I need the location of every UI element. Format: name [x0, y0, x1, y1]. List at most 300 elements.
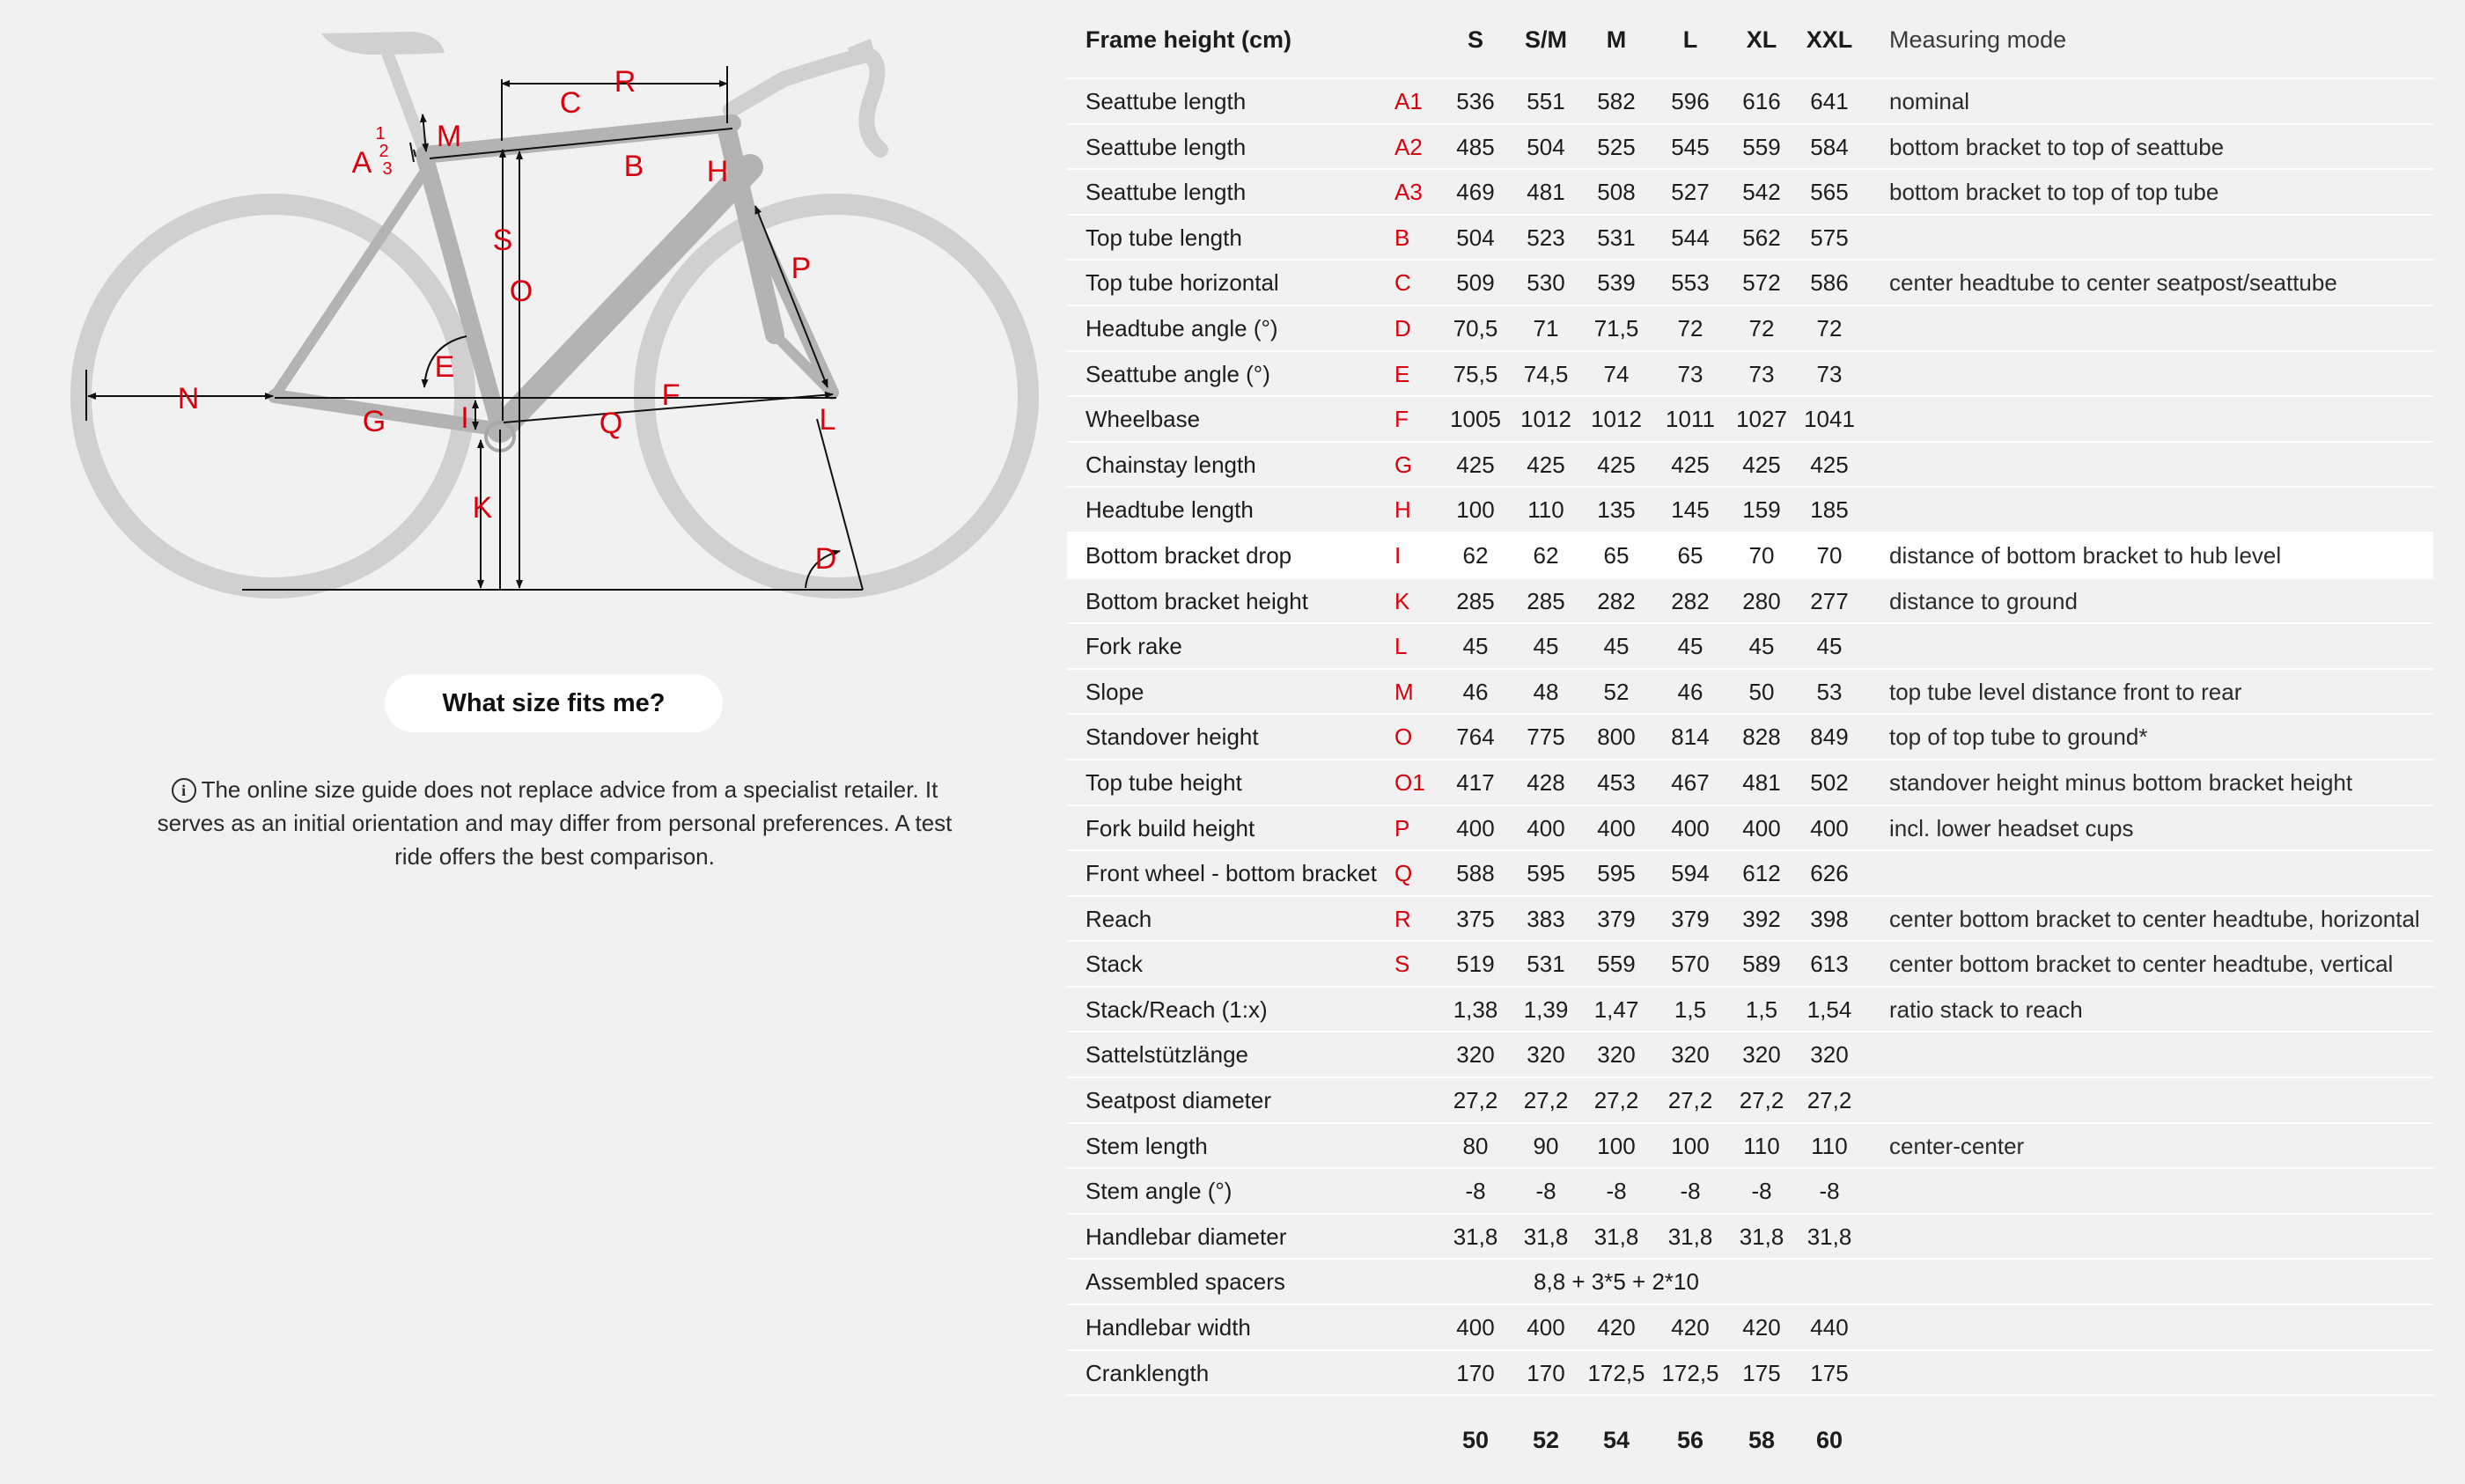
dimension-code: D: [1394, 314, 1411, 342]
dimension-code: G: [1394, 451, 1413, 478]
row-label: Seattube length: [1085, 133, 1247, 160]
table-row: [1067, 670, 2433, 716]
value-cell: 544: [1671, 224, 1710, 251]
value-cell: 595: [1527, 860, 1565, 887]
table-row: [1067, 1124, 2433, 1170]
value-cell: 31,8: [1739, 1223, 1784, 1250]
value-cell: 612: [1742, 860, 1781, 887]
value-cell: 428: [1527, 768, 1565, 796]
value-cell: 551: [1527, 88, 1565, 114]
value-cell: 575: [1810, 224, 1849, 251]
table-row: [1067, 1351, 2433, 1397]
value-cell: 72: [1677, 314, 1703, 342]
value-cell: 48: [1533, 678, 1559, 705]
label-a-sub2: 2: [379, 142, 389, 161]
label-l: L: [819, 403, 836, 437]
row-label: Stem length: [1085, 1132, 1208, 1159]
table-row: [1067, 261, 2433, 306]
value-cell: 800: [1597, 724, 1636, 751]
value-cell: 73: [1816, 360, 1843, 387]
value-cell: 400: [1527, 814, 1565, 841]
size-header: XL: [1746, 26, 1777, 53]
value-cell: 420: [1671, 1314, 1710, 1341]
dimension-code: A2: [1394, 133, 1423, 160]
value-cell: 27,2: [1593, 1087, 1639, 1114]
value-cell: 27,2: [1667, 1087, 1713, 1114]
table-row: [1067, 579, 2433, 625]
value-cell: 849: [1810, 724, 1849, 751]
value-cell: 110: [1811, 1132, 1848, 1159]
value-cell: 572: [1742, 269, 1781, 297]
value-cell: 1005: [1450, 406, 1501, 433]
value-cell: 31,8: [1806, 1223, 1852, 1250]
value-cell: 594: [1671, 860, 1710, 887]
value-cell: 320: [1527, 1041, 1565, 1069]
value-cell: 400: [1597, 814, 1636, 841]
table-row: [1067, 488, 2433, 533]
value-cell: 31,8: [1593, 1223, 1639, 1250]
row-label: Top tube length: [1085, 224, 1242, 251]
value-cell: 62: [1462, 541, 1489, 569]
value-cell: 45: [1816, 633, 1843, 660]
value-cell: 525: [1597, 133, 1636, 160]
value-cell: -8: [1751, 1178, 1772, 1205]
row-label: Top tube height: [1085, 768, 1242, 796]
value-cell: -8: [1819, 1178, 1840, 1205]
table-row: [1067, 1078, 2433, 1124]
table-row: [1067, 897, 2433, 943]
value-cell: 589: [1742, 951, 1781, 978]
value-cell: 379: [1671, 905, 1710, 932]
value-cell: 392: [1742, 905, 1781, 932]
disclaimer-text: The online size guide does not replace advice from a specialist retailer. It serves as an initial orientation and may differ from personal preferences. A test ride offers the best comparison.: [157, 776, 953, 870]
value-cell: 71: [1533, 314, 1559, 342]
label-m: M: [436, 120, 462, 153]
size-header: M: [1606, 26, 1627, 53]
label-d: D: [814, 542, 837, 576]
table-row: [1067, 125, 2433, 171]
table-row: [1067, 1169, 2433, 1215]
value-cell: 417: [1456, 768, 1495, 796]
value-cell: 400: [1527, 1314, 1565, 1341]
value-cell: 400: [1456, 814, 1495, 841]
geometry-table: [1067, 0, 2433, 1484]
table-row: [1067, 760, 2433, 806]
label-e: E: [434, 350, 455, 384]
value-cell: 519: [1456, 951, 1495, 978]
value-cell: 481: [1742, 768, 1781, 796]
value-cell: -8: [1465, 1178, 1486, 1205]
value-cell: 559: [1597, 951, 1636, 978]
value-cell: -8: [1606, 1178, 1627, 1205]
value-cell: 539: [1597, 269, 1636, 297]
value-cell: 27,2: [1453, 1087, 1498, 1114]
value-cell: 536: [1456, 88, 1495, 114]
value-cell: 400: [1742, 814, 1781, 841]
row-label: Standover height: [1085, 724, 1259, 751]
size-header: S/M: [1524, 26, 1567, 53]
row-label: Stack: [1085, 951, 1144, 978]
value-cell: 584: [1810, 133, 1849, 160]
value-cell: 400: [1671, 814, 1710, 841]
dimension-code: S: [1394, 951, 1410, 978]
value-cell: -8: [1680, 1178, 1701, 1205]
table-row: [1067, 715, 2433, 760]
row-label: Seatpost diameter: [1085, 1087, 1272, 1114]
row-label: Fork build height: [1085, 814, 1255, 841]
dimension-code: K: [1394, 587, 1410, 614]
row-label: Seattube length: [1085, 179, 1247, 206]
value-cell: 453: [1597, 768, 1636, 796]
value-cell: 70,5: [1453, 314, 1498, 342]
dimension-code: A3: [1394, 179, 1423, 206]
row-label: Headtube length: [1085, 496, 1254, 524]
value-cell: 469: [1456, 179, 1495, 206]
value-cell: 74: [1603, 360, 1630, 387]
measuring-mode-cell: nominal: [1889, 88, 1970, 114]
value-cell: 1,38: [1453, 995, 1498, 1023]
label-a-sub3: 3: [382, 159, 393, 179]
value-cell: 320: [1671, 1041, 1710, 1069]
value-cell: 626: [1810, 860, 1849, 887]
table-row: [1067, 988, 2433, 1033]
value-cell: 1,5: [1745, 995, 1778, 1023]
table-header-row: [1067, 0, 2433, 79]
value-cell: 570: [1671, 951, 1710, 978]
row-label: Wheelbase: [1085, 406, 1201, 433]
dimension-code: R: [1394, 905, 1411, 932]
measuring-mode-cell: standover height minus bottom bracket height: [1889, 768, 2353, 796]
frame-size-cell: 50: [1461, 1427, 1490, 1454]
value-cell: 285: [1456, 587, 1495, 614]
value-cell: 588: [1456, 860, 1495, 887]
geometry-diagram-panel: [0, 0, 1056, 1458]
value-cell: 320: [1456, 1041, 1495, 1069]
value-cell: 508: [1597, 179, 1636, 206]
value-cell: 485: [1456, 133, 1495, 160]
row-label: Handlebar diameter: [1085, 1223, 1287, 1250]
row-label: Front wheel - bottom bracket: [1085, 860, 1377, 887]
dimension-code: L: [1394, 633, 1408, 660]
frame-size-cell: 56: [1676, 1427, 1704, 1454]
value-cell: 73: [1748, 360, 1775, 387]
value-cell: 586: [1810, 269, 1849, 297]
label-g: G: [362, 405, 386, 438]
label-q: Q: [599, 407, 623, 440]
row-label: Seattube length: [1085, 88, 1247, 114]
value-cell: 73: [1677, 360, 1703, 387]
value-cell: 31,8: [1523, 1223, 1569, 1250]
label-o: O: [509, 275, 533, 308]
row-label: Seattube angle (°): [1085, 360, 1270, 387]
dimension-code: E: [1394, 360, 1410, 387]
value-cell: 46: [1677, 678, 1703, 705]
label-a: A: [351, 146, 372, 180]
value-cell: 616: [1742, 88, 1781, 114]
value-cell: 400: [1810, 814, 1849, 841]
value-cell: 27,2: [1523, 1087, 1569, 1114]
frame-size-cell: 52: [1532, 1427, 1560, 1454]
value-cell: 72: [1748, 314, 1775, 342]
value-cell: 1012: [1591, 406, 1642, 433]
value-cell: 1011: [1666, 406, 1715, 433]
measuring-mode-cell: center bottom bracket to center headtube, vertical: [1889, 951, 2394, 978]
value-cell: 425: [1742, 451, 1781, 478]
row-label: Cranklength: [1085, 1359, 1210, 1386]
size-finder-button[interactable]: What size fits me?: [385, 674, 723, 732]
value-cell: 45: [1677, 633, 1703, 660]
value-cell: 379: [1597, 905, 1636, 932]
value-cell: 100: [1456, 496, 1495, 524]
row-label: Chainstay length: [1085, 451, 1256, 478]
measuring-mode-cell: center-center: [1889, 1132, 2025, 1159]
row-label: Bottom bracket height: [1085, 587, 1308, 614]
value-cell: 383: [1527, 905, 1565, 932]
value-cell: 553: [1671, 269, 1710, 297]
value-cell: 542: [1742, 179, 1781, 206]
dimension-code: O: [1394, 724, 1413, 751]
label-c: C: [559, 86, 582, 120]
value-cell: 1,39: [1523, 995, 1569, 1023]
value-cell: 320: [1810, 1041, 1849, 1069]
row-label: Fork rake: [1085, 633, 1182, 660]
value-cell: 641: [1810, 88, 1849, 114]
value-cell: 52: [1603, 678, 1630, 705]
value-cell: 1012: [1520, 406, 1571, 433]
value-cell: 1027: [1736, 406, 1787, 433]
size-header: L: [1682, 26, 1698, 53]
value-cell: 596: [1671, 88, 1710, 114]
table-body: [1067, 79, 2433, 1396]
measuring-mode-cell: top tube level distance front to rear: [1889, 678, 2242, 705]
row-label: Reach: [1085, 905, 1152, 932]
value-cell: 75,5: [1453, 360, 1498, 387]
value-cell: 425: [1810, 451, 1849, 478]
value-cell: 65: [1677, 541, 1703, 569]
label-k: K: [472, 491, 493, 525]
value-cell: 45: [1533, 633, 1559, 660]
value-cell: -8: [1535, 1178, 1556, 1205]
table-row: [1067, 1032, 2433, 1078]
table-row: [1067, 851, 2433, 897]
row-label: Sattelstützlänge: [1085, 1041, 1249, 1069]
value-cell: 45: [1603, 633, 1630, 660]
value-cell: 559: [1742, 133, 1781, 160]
row-label: Bottom bracket drop: [1085, 541, 1292, 569]
value-cell: 53: [1816, 678, 1843, 705]
value-cell: 70: [1748, 541, 1775, 569]
dimension-code: I: [1394, 541, 1402, 569]
measuring-mode-cell: center bottom bracket to center headtube, horizontal: [1889, 905, 2420, 932]
dimension-code: O1: [1394, 768, 1425, 796]
value-cell: 45: [1462, 633, 1489, 660]
value-cell: 110: [1527, 496, 1564, 524]
measuring-mode-cell: distance to ground: [1889, 587, 2078, 614]
row-label: Stem angle (°): [1085, 1178, 1232, 1205]
disclaimer-notice: [150, 773, 960, 873]
dimension-code: F: [1394, 406, 1409, 433]
value-cell: 50: [1748, 678, 1775, 705]
value-cell: 172,5: [1587, 1359, 1645, 1386]
value-cell: 45: [1748, 633, 1775, 660]
table-row: [1067, 1305, 2433, 1351]
value-cell: 100: [1597, 1132, 1636, 1159]
value-cell: 320: [1742, 1041, 1781, 1069]
dimension-code: Q: [1394, 860, 1413, 887]
label-r: R: [614, 65, 636, 99]
frame-size-cell: 54: [1602, 1427, 1630, 1454]
value-cell: 320: [1597, 1041, 1636, 1069]
value-cell: 504: [1527, 133, 1565, 160]
value-cell: 27,2: [1806, 1087, 1852, 1114]
measuring-mode-cell: center headtube to center seatpost/seattube: [1889, 269, 2337, 297]
value-cell: 280: [1742, 587, 1781, 614]
value-cell: 545: [1671, 133, 1710, 160]
handlebar: [731, 55, 880, 150]
value-cell: 1,54: [1806, 995, 1852, 1023]
value-cell: 814: [1671, 724, 1710, 751]
value-cell: 562: [1742, 224, 1781, 251]
value-cell: 1,5: [1674, 995, 1707, 1023]
label-b: B: [623, 150, 644, 183]
label-a-sub1: 1: [375, 124, 386, 143]
measuring-mode-cell: distance of bottom bracket to hub level: [1889, 541, 2282, 569]
dimension-code: C: [1394, 269, 1411, 297]
frame-size-cell: 60: [1815, 1427, 1843, 1454]
value-cell: 375: [1456, 905, 1495, 932]
value-cell: 420: [1742, 1314, 1781, 1341]
value-cell: 531: [1527, 951, 1565, 978]
row-label: Stack/Reach (1:x): [1085, 995, 1268, 1023]
value-cell: 282: [1671, 587, 1710, 614]
value-cell: 145: [1671, 496, 1710, 524]
value-cell: 135: [1597, 496, 1636, 524]
label-i: I: [460, 401, 469, 435]
measuring-mode-cell: incl. lower headset cups: [1889, 814, 2134, 841]
value-cell: 159: [1742, 496, 1781, 524]
row-label: Slope: [1085, 678, 1144, 705]
value-cell: 595: [1597, 860, 1636, 887]
frame-size-cell: 58: [1748, 1427, 1776, 1454]
dimension-code: H: [1394, 496, 1411, 524]
value-cell: 170: [1527, 1359, 1565, 1386]
frame-size-footer-row: [1067, 1396, 2433, 1484]
measuring-mode-cell: bottom bracket to top of top tube: [1889, 179, 2219, 206]
dimension-code: P: [1394, 814, 1410, 841]
dimension-code: A1: [1394, 88, 1423, 114]
value-cell: 440: [1810, 1314, 1849, 1341]
dimension-code: M: [1394, 678, 1414, 705]
measuring-mode-cell: ratio stack to reach: [1889, 995, 2083, 1023]
value-cell: 523: [1527, 224, 1565, 251]
info-icon: i: [172, 778, 196, 803]
value-cell: 110: [1743, 1132, 1780, 1159]
value-cell: 530: [1527, 269, 1565, 297]
value-cell: 175: [1810, 1359, 1849, 1386]
measuring-mode-header: Measuring mode: [1889, 26, 2067, 53]
table-row: [1067, 79, 2433, 125]
value-cell: 277: [1810, 587, 1849, 614]
measuring-mode-cell: bottom bracket to top of seattube: [1889, 133, 2225, 160]
value-cell: 31,8: [1453, 1223, 1498, 1250]
value-cell: 481: [1527, 179, 1565, 206]
value-cell: 527: [1671, 179, 1710, 206]
table-row: [1067, 170, 2433, 216]
value-cell: 100: [1671, 1132, 1710, 1159]
table-row: [1067, 533, 2433, 579]
value-cell: 70: [1816, 541, 1843, 569]
value-cell: 1041: [1804, 406, 1855, 433]
value-cell: 531: [1597, 224, 1636, 251]
value-cell: 764: [1456, 724, 1495, 751]
label-s: S: [492, 224, 513, 257]
value-cell: 425: [1597, 451, 1636, 478]
value-cell: 80: [1462, 1132, 1489, 1159]
value-cell: 1,47: [1593, 995, 1639, 1023]
label-h: H: [706, 155, 729, 188]
table-row: [1067, 216, 2433, 261]
dimension-code: B: [1394, 224, 1410, 251]
row-label: Assembled spacers: [1085, 1268, 1285, 1296]
spanning-value: 8,8 + 3*5 + 2*10: [1534, 1268, 1699, 1296]
value-cell: 565: [1810, 179, 1849, 206]
value-cell: 74,5: [1523, 360, 1569, 387]
value-cell: 62: [1533, 541, 1559, 569]
value-cell: 46: [1462, 678, 1489, 705]
table-row: [1067, 942, 2433, 988]
table-row: [1067, 1260, 2433, 1305]
size-header: S: [1467, 26, 1483, 53]
value-cell: 425: [1456, 451, 1495, 478]
table-row: [1067, 806, 2433, 852]
value-cell: 400: [1456, 1314, 1495, 1341]
size-header: XXL: [1806, 26, 1853, 53]
value-cell: 65: [1603, 541, 1630, 569]
value-cell: 582: [1597, 88, 1636, 114]
value-cell: 420: [1597, 1314, 1636, 1341]
label-n: N: [177, 382, 200, 415]
value-cell: 425: [1671, 451, 1710, 478]
value-cell: 425: [1527, 451, 1565, 478]
saddle: [321, 32, 445, 55]
label-f: F: [661, 378, 681, 412]
value-cell: 175: [1742, 1359, 1781, 1386]
value-cell: 170: [1456, 1359, 1495, 1386]
value-cell: 398: [1810, 905, 1849, 932]
value-cell: 504: [1456, 224, 1495, 251]
value-cell: 502: [1810, 768, 1849, 796]
row-label: Headtube angle (°): [1085, 314, 1278, 342]
value-cell: 185: [1810, 496, 1849, 524]
table-row: [1067, 306, 2433, 352]
value-cell: 71,5: [1593, 314, 1639, 342]
value-cell: 613: [1810, 951, 1849, 978]
label-p: P: [791, 252, 812, 285]
value-cell: 172,5: [1661, 1359, 1719, 1386]
seatpost: [387, 53, 427, 158]
value-cell: 27,2: [1739, 1087, 1784, 1114]
measuring-mode-cell: top of top tube to ground*: [1889, 724, 2148, 751]
table-row: [1067, 352, 2433, 398]
value-cell: 775: [1527, 724, 1565, 751]
value-cell: 828: [1742, 724, 1781, 751]
value-cell: 90: [1533, 1132, 1559, 1159]
table-row: [1067, 397, 2433, 443]
value-cell: 31,8: [1667, 1223, 1713, 1250]
value-cell: 285: [1527, 587, 1565, 614]
value-cell: 72: [1816, 314, 1843, 342]
value-cell: 282: [1597, 587, 1636, 614]
